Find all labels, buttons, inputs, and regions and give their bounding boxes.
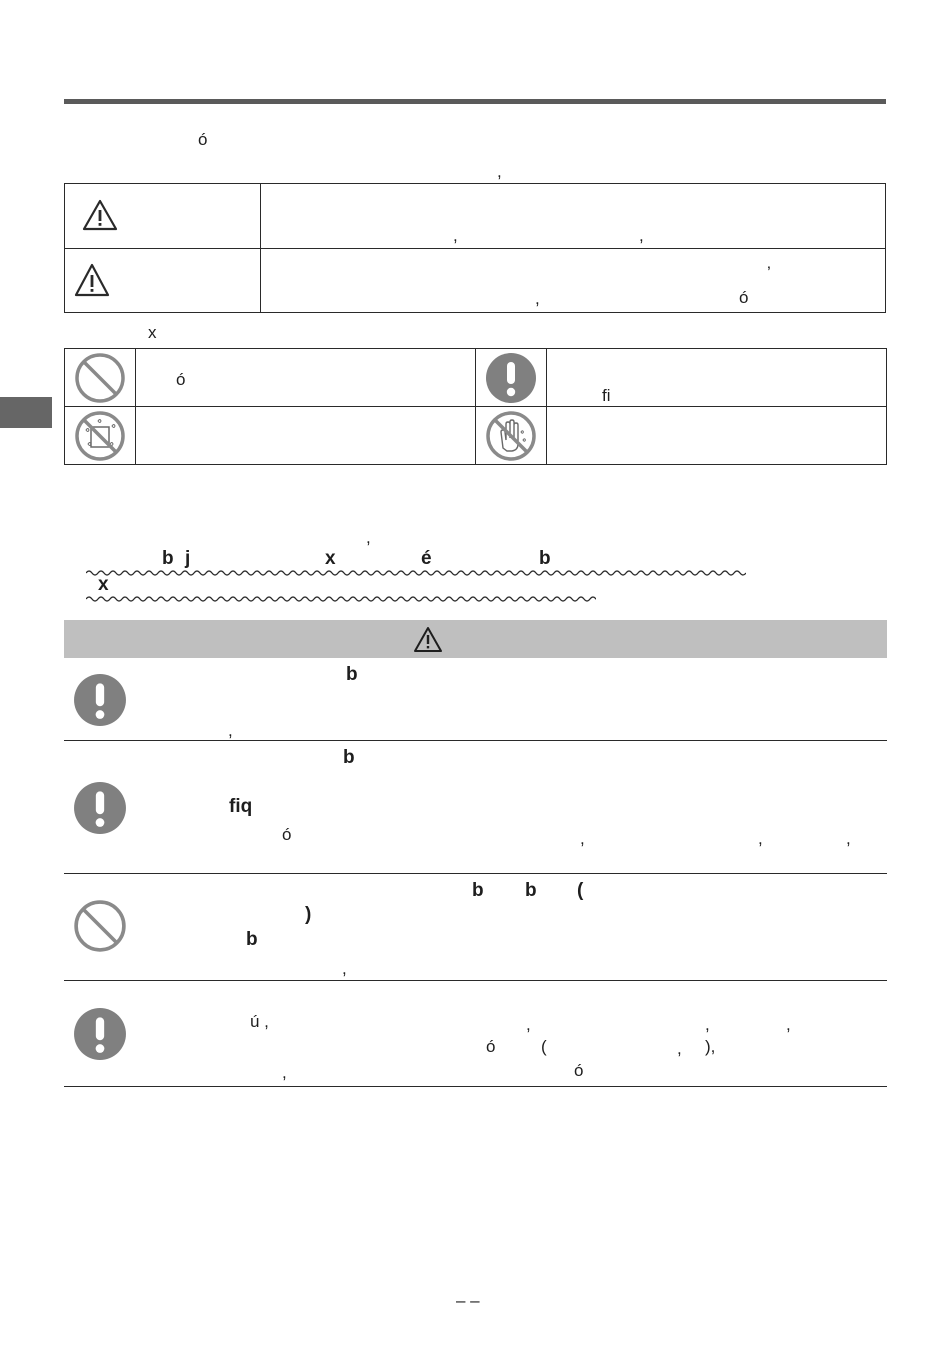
item-text-fragment: , <box>758 829 763 848</box>
item-bold-fragment: ﬁq <box>229 796 253 817</box>
item-text-fragment: , <box>342 959 347 978</box>
page-number: – – <box>456 1291 480 1310</box>
warning-triangle-icon <box>82 199 118 231</box>
item-text-fragment: ó <box>486 1037 496 1056</box>
item-bold-fragment: ) <box>305 904 312 925</box>
item-text-fragment: , <box>228 721 233 740</box>
section-side-tab <box>0 397 52 428</box>
top-rule <box>64 99 886 104</box>
prohibited-icon <box>73 899 127 953</box>
item-text-fragment: ( <box>541 1037 547 1056</box>
item-text-fragment: ú , <box>250 1012 269 1031</box>
no-water-splash-icon <box>74 410 126 462</box>
item-text-fragment: , <box>705 1015 710 1034</box>
symbol-text-fragment: ﬁ <box>602 386 611 405</box>
warning-triangle-icon <box>413 626 443 653</box>
notice-bold-fragment: j <box>185 548 191 569</box>
item-bold-fragment: b <box>472 880 484 901</box>
notice-bold-fragment: é <box>421 548 432 569</box>
legend-text-fragment: ó <box>739 288 749 307</box>
item-text-fragment: ), <box>705 1037 716 1056</box>
prohibited-icon <box>74 352 126 404</box>
legend-text-fragment: , <box>453 226 458 245</box>
mandatory-exclamation-icon <box>485 352 537 404</box>
warning-section-header <box>64 620 887 658</box>
wavy-underline <box>86 568 746 578</box>
legend-text-fragment: , <box>639 226 644 245</box>
legend-text-fragment: ’ <box>767 263 771 282</box>
item-text-fragment: , <box>282 1063 287 1082</box>
item-bold-fragment: b <box>246 929 258 950</box>
notice-bold-fragment: b <box>162 548 174 569</box>
item-bold-fragment: b <box>343 747 355 768</box>
caution-triangle-icon <box>74 263 110 297</box>
mandatory-exclamation-icon <box>73 781 127 835</box>
notice-comma: , <box>366 528 371 547</box>
notice-bold-fragment: x <box>325 548 336 569</box>
item-text-fragment: , <box>786 1015 791 1034</box>
no-wet-hands-icon <box>485 410 537 462</box>
item-bold-fragment: b <box>525 880 537 901</box>
item-text-fragment: , <box>580 829 585 848</box>
mandatory-exclamation-icon <box>73 673 127 727</box>
notice-bold-fragment: x <box>98 574 109 595</box>
item-text-fragment: , <box>677 1039 682 1058</box>
item-text-fragment: , <box>526 1015 531 1034</box>
item-text-fragment: , <box>846 829 851 848</box>
item-text-fragment: ó <box>282 825 292 844</box>
symbol-text-fragment: ó <box>176 370 186 389</box>
mandatory-exclamation-icon <box>73 1007 127 1061</box>
item-bold-fragment: ( <box>577 880 584 901</box>
notice-bold-fragment: b <box>539 548 551 569</box>
wavy-underline <box>86 594 596 604</box>
item-bold-fragment: b <box>346 664 358 685</box>
item-text-fragment: ó <box>574 1061 584 1080</box>
legend-text-fragment: , <box>535 289 540 308</box>
intro-text-fragment: , <box>497 162 502 181</box>
intro-text-fragment: ó <box>198 130 208 149</box>
symbols-caption: x <box>148 323 157 342</box>
